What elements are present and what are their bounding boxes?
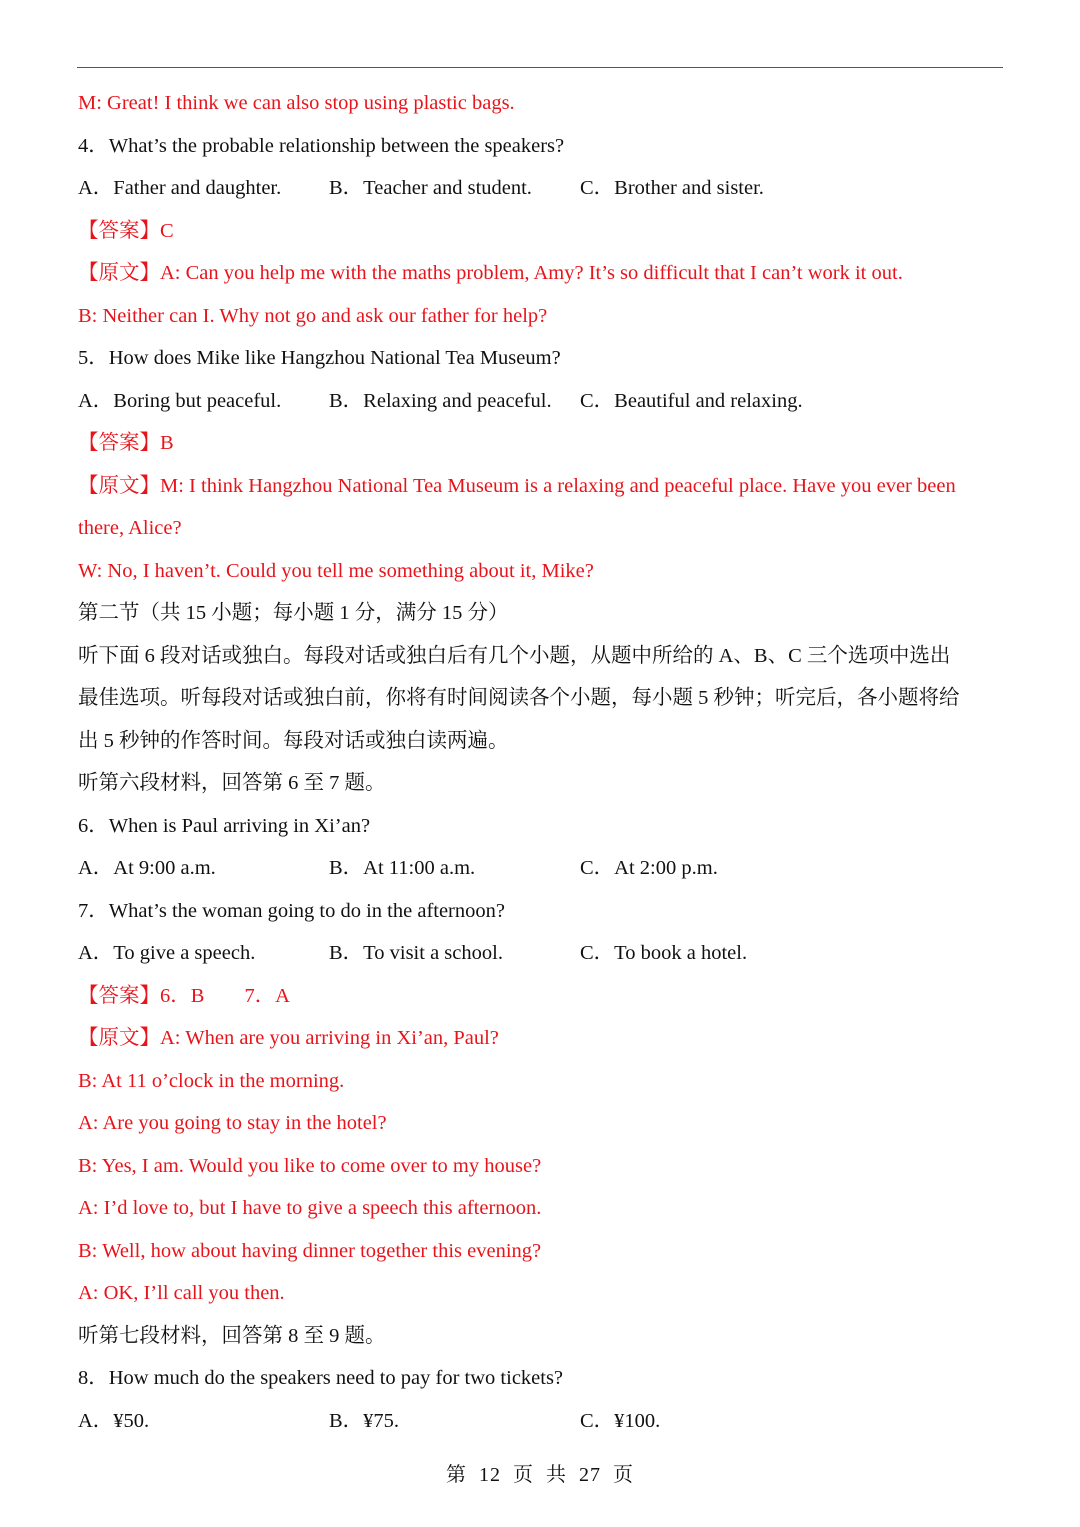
section-heading: 第二节（共 15 小题；每小题 1 分，满分 15 分） (78, 602, 509, 624)
script-line: B: Yes, I am. Would you like to come over to my house? (78, 1154, 542, 1177)
question-7-options (78, 932, 1004, 975)
question-7: 7．What’s the woman going to do in the afternoon? (78, 899, 505, 922)
header-rule (77, 67, 1003, 68)
total-pages: 27 (579, 1464, 601, 1486)
option-a: A．Father and daughter. (78, 177, 282, 199)
option-a: A．At 9:00 a.m. (78, 857, 216, 879)
footer-gong: 共 (546, 1464, 567, 1486)
question-5: 5．How does Mike like Hangzhou National Tea Museum? (78, 347, 561, 369)
question-4-options (78, 167, 1004, 210)
option-a: A．Boring but peaceful. (78, 389, 282, 412)
answer-6-7 (78, 975, 1004, 1018)
script-line: A: Are you going to stay in the hotel? (78, 1112, 387, 1134)
script-line: 【原文】A: When are you arriving in Xi’an, Paul? (78, 1027, 499, 1049)
script-line: A: I’d love to, but I have to give a speech this afternoon. (78, 1197, 542, 1219)
question-5-options (78, 380, 1004, 423)
option-b: B．Teacher and student. (329, 177, 532, 199)
page-footer (0, 1458, 1080, 1487)
part-intro: 听第七段材料，回答第 8 至 9 题。 (78, 1324, 386, 1347)
option-c: C．To book a hotel. (580, 942, 748, 964)
question-8-options (78, 1400, 1004, 1443)
question-4: 4．What’s the probable relationship between the speakers? (78, 134, 565, 157)
script-line: M: Great! I think we can also stop using plastic bags. (78, 92, 515, 114)
instruction-line: 听下面 6 段对话或独白。每段对话或独白后有几个小题，从题中所给的 A、B、C 三个选项中选出 (78, 644, 951, 667)
page-number: 12 (479, 1464, 501, 1486)
option-a: A．¥50. (78, 1409, 150, 1432)
option-c: C．Beautiful and relaxing. (580, 389, 803, 412)
script-line: 【原文】A: Can you help me with the maths problem, Amy? It’s so difficult that I can’t work it out. (78, 262, 903, 284)
script-line: there, Alice? (78, 517, 182, 539)
instruction-line: 最佳选项。听每段对话或独白前，你将有时间阅读各个小题，每小题 5 秒钟；听完后，各小题将给 (78, 687, 960, 709)
answer-6: 【答案】6．B (78, 984, 205, 1007)
option-b: B．¥75. (329, 1409, 400, 1432)
question-8: 8．How much do the speakers need to pay for two tickets? (78, 1367, 564, 1389)
question-6: 6．When is Paul arriving in Xi’an? (78, 814, 371, 837)
option-b: B．Relaxing and peaceful. (329, 389, 552, 412)
script-line: W: No, I haven’t. Could you tell me something about it, Mike? (78, 559, 594, 582)
part-intro: 听第六段材料，回答第 6 至 7 题。 (78, 772, 386, 794)
footer-ye: 页 (513, 1464, 534, 1486)
instruction-line: 出 5 秒钟的作答时间。每段对话或独白读两遍。 (78, 729, 509, 752)
answer-4: 【答案】C (78, 219, 174, 242)
page-content (78, 82, 1004, 1442)
option-c: C．At 2:00 p.m. (580, 857, 718, 879)
script-line: B: Well, how about having dinner together this evening? (78, 1239, 542, 1262)
option-b: B．At 11:00 a.m. (329, 857, 476, 879)
answer-5: 【答案】B (78, 432, 174, 454)
footer-di: 第 (446, 1464, 467, 1486)
option-c: C．Brother and sister. (580, 177, 764, 199)
script-line: A: OK, I’ll call you then. (78, 1282, 285, 1304)
option-c: C．¥100. (580, 1409, 661, 1432)
answer-7: 7．A (244, 984, 290, 1007)
script-line: B: Neither can I. Why not go and ask our father for help? (78, 304, 548, 327)
footer-ye2: 页 (613, 1464, 634, 1486)
option-a: A．To give a speech. (78, 942, 256, 964)
option-b: B．To visit a school. (329, 942, 503, 964)
question-6-options (78, 847, 1004, 890)
script-line: 【原文】M: I think Hangzhou National Tea Museum is a relaxing and peaceful place. Have you ever been (78, 474, 956, 497)
script-line: B: At 11 o’clock in the morning. (78, 1069, 345, 1092)
